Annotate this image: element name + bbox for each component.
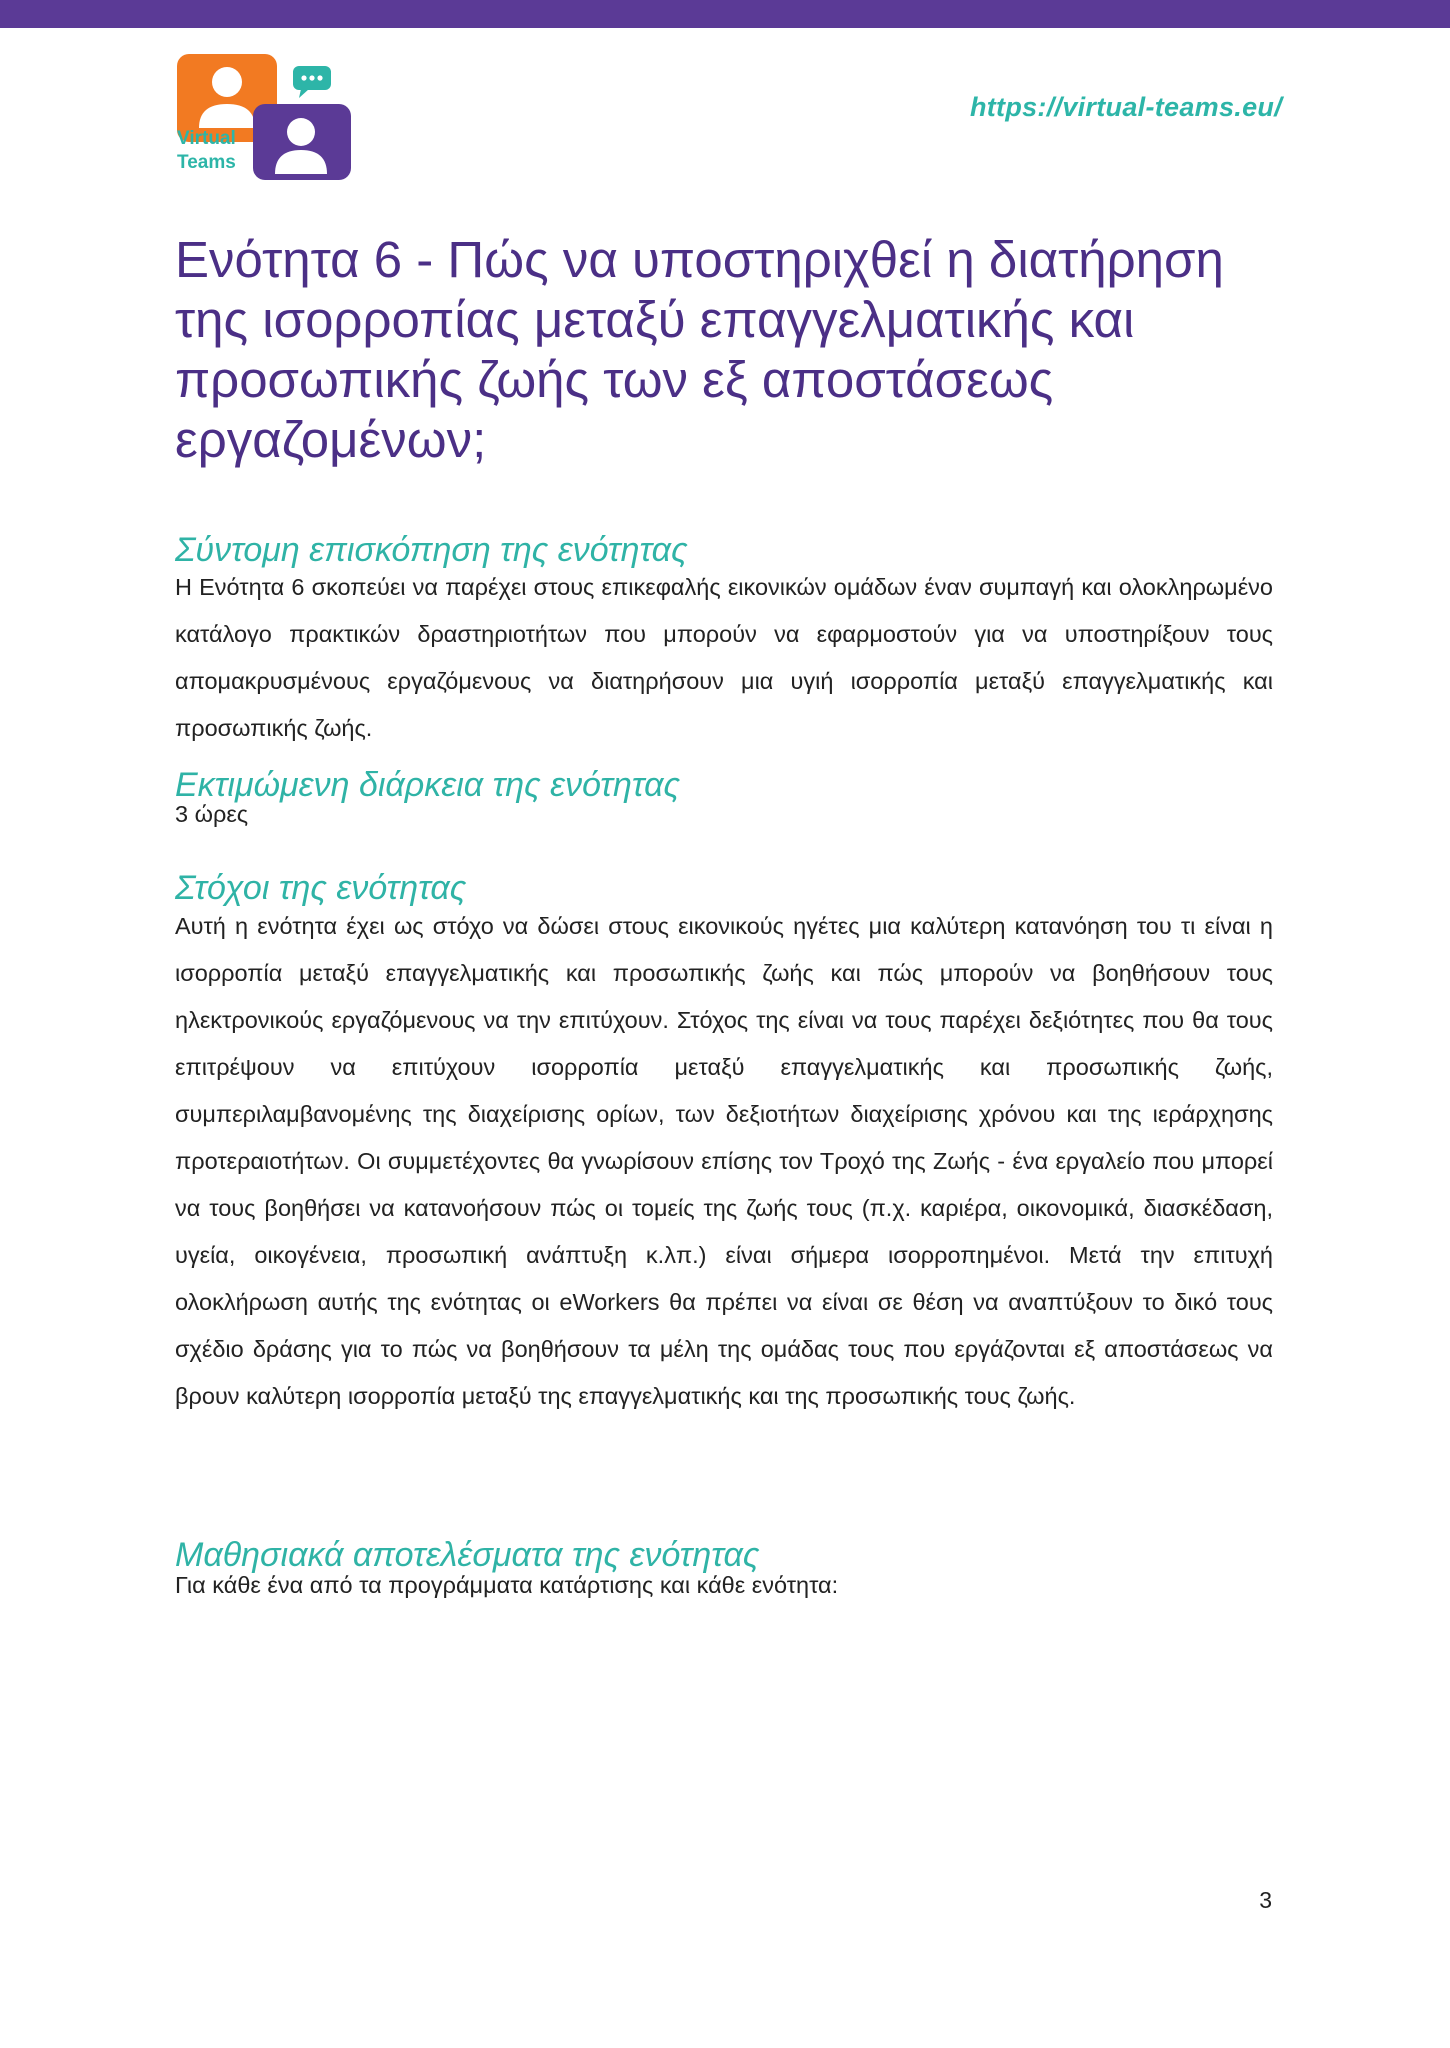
page-number: 3 (1259, 1887, 1272, 1913)
logo-text-line1: Virtual (177, 128, 236, 149)
duration-text: 3 ώρες (175, 801, 249, 827)
objectives-text: Αυτή η ενότητα έχει ως στόχο να δώσει στους εικονικούς ηγέτες μια καλύτερη κατανόηση του τι είναι η ισορροπία μεταξύ επαγγελματικής και προσωπικής ζωής και πώς μπορούν να βοηθήσουν τους ηλεκτρονικούς εργαζόμενους να την επιτύχουν. Στόχος της είναι να τους παρέχει δεξιότητες που θα τους επιτρέψουν να επιτύχουν ισορροπία μεταξύ επαγγελματικής και προσωπικής ζωής, συμπεριλαμβανομένης της διαχείρισης ορίων, των δεξιοτήτων διαχείρισης χρόνου και της ιεράρχησης προτεραιοτήτων. Οι συμμετέχοντες θα γνωρίσουν επίσης τον Τροχό της Ζωής - ένα εργαλείο που μπορεί να τους βοηθήσει να κατανοήσουν πώς οι τομείς της ζωής τους (π.χ. καριέρα, οικονομικά, διασκέδαση, υγεία, οικογένεια, προσωπική ανάπτυξη κ.λπ.) είναι σήμερα ισορροπημένοι. Μετά την επιτυχή ολοκλήρωση αυτής της ενότητας οι eWorkers θα πρέπει να είναι σε θέση να αναπτύξουν το δικό τους σχέδιο δράσης για το πώς να βοηθήσουν τα μέλη της ομάδας τους που εργάζονται εξ αποστάσεως να βρουν καλύτερη ισορροπία μεταξύ της επαγγελματικής και της προσωπικής τους ζωής. (175, 913, 1273, 1409)
objectives-heading: Στόχοι της ενότητας (175, 869, 467, 907)
overview-heading: Σύντομη επισκόπηση της ενότητας (175, 531, 688, 569)
page-title: Ενότητα 6 - Πώς να υποστηριχθεί η διατήρηση της ισορροπίας μεταξύ επαγγελματικής και προσωπικής ζωής των εξ αποστάσεως εργαζομένων; (175, 231, 1224, 468)
site-url-link[interactable]: https://virtual-teams.eu/ (969, 92, 1282, 122)
outcomes-heading: Μαθησιακά αποτελέσματα της ενότητας (175, 1536, 760, 1574)
logo-graphic (175, 52, 355, 182)
logo-purple-person-head (287, 118, 315, 146)
logo-text-line2: Teams (177, 152, 236, 173)
overview-text: Η Ενότητα 6 σκοπεύει να παρέχει στους επικεφαλής εικονικών ομάδων έναν συμπαγή και ολοκληρωμένο κατάλογο πρακτικών δραστηριοτήτων που μπορούν να εφαρμοστούν για να υποστηρίξουν τους απομακρυσμένους εργαζόμενους να διατηρήσουν μια υγιή ισορροπία μεταξύ επαγγελματικής και προσωπικής ζωής. (175, 574, 1273, 741)
duration-heading: Εκτιμώμενη διάρκεια της ενότητας (175, 766, 681, 804)
top-color-bar (0, 0, 1450, 28)
outcomes-text: Για κάθε ένα από τα προγράμματα κατάρτισης και κάθε ενότητα: (175, 1572, 839, 1598)
virtual-teams-logo (175, 52, 355, 182)
logo-orange-person-head (212, 67, 242, 97)
